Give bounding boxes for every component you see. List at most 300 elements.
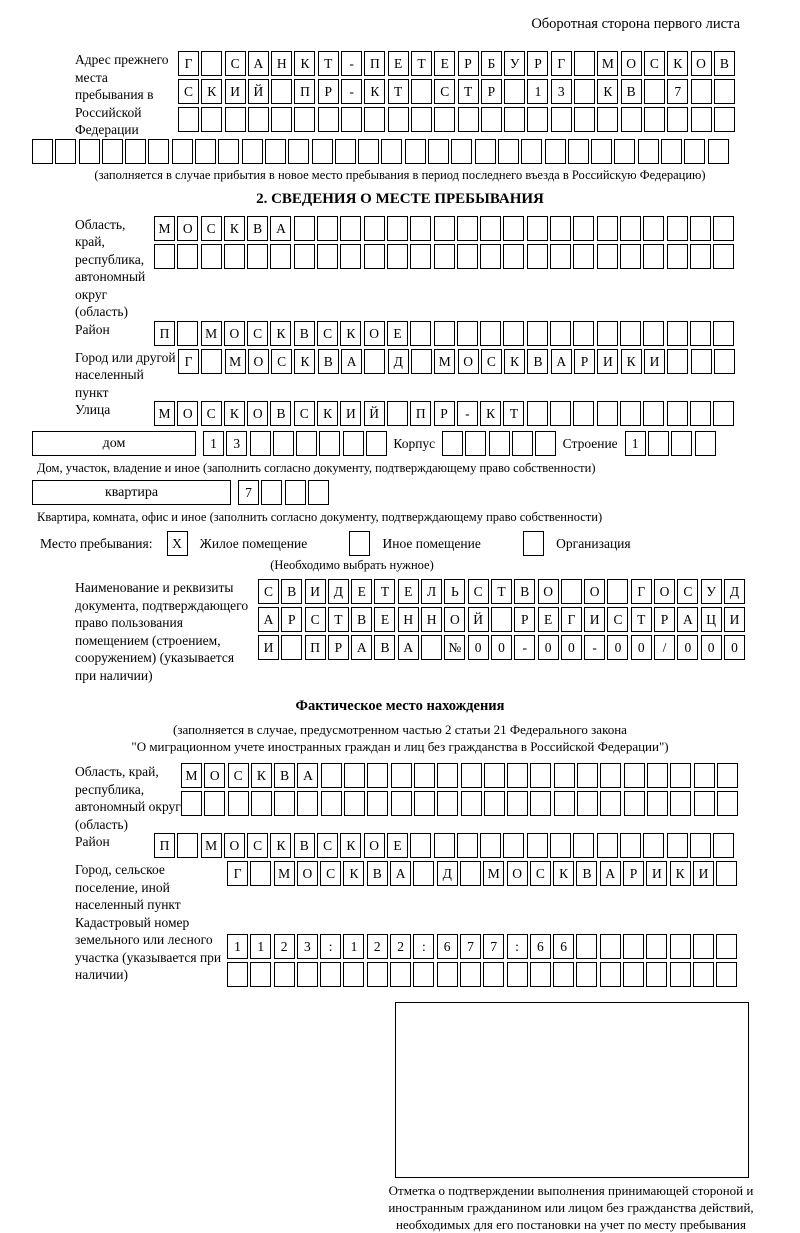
char-box[interactable] [573, 216, 594, 241]
char-box[interactable] [646, 934, 667, 959]
char-box[interactable] [708, 139, 729, 164]
char-box[interactable] [597, 244, 618, 269]
char-box[interactable]: Р [654, 607, 675, 632]
char-box[interactable]: М [181, 763, 202, 788]
char-box[interactable] [148, 139, 169, 164]
char-box[interactable] [561, 579, 582, 604]
char-box[interactable] [250, 431, 271, 456]
char-box[interactable]: С [228, 763, 249, 788]
char-box[interactable]: К [340, 321, 361, 346]
char-box[interactable] [461, 763, 482, 788]
char-box[interactable] [577, 763, 598, 788]
char-box[interactable] [503, 833, 524, 858]
char-box[interactable]: П [305, 635, 326, 660]
char-box[interactable] [550, 321, 571, 346]
char-box[interactable]: П [410, 401, 431, 426]
char-box[interactable] [550, 401, 571, 426]
char-box[interactable]: О [297, 861, 318, 886]
char-box[interactable] [250, 861, 271, 886]
char-box[interactable]: - [457, 401, 478, 426]
char-box[interactable]: О [621, 51, 642, 76]
char-box[interactable]: И [584, 607, 605, 632]
char-box[interactable] [177, 321, 198, 346]
char-box[interactable] [434, 216, 455, 241]
char-box[interactable] [177, 833, 198, 858]
char-box[interactable] [550, 244, 571, 269]
char-box[interactable]: О [507, 861, 528, 886]
char-box[interactable] [667, 107, 688, 132]
char-box[interactable]: / [654, 635, 675, 660]
char-box[interactable]: Р [481, 79, 502, 104]
char-box[interactable]: В [374, 635, 395, 660]
char-box[interactable]: 3 [226, 431, 247, 456]
char-box[interactable] [717, 763, 738, 788]
char-box[interactable]: А [677, 607, 698, 632]
char-box[interactable]: Т [491, 579, 512, 604]
char-box[interactable] [224, 244, 245, 269]
char-box[interactable] [178, 107, 199, 132]
char-box[interactable]: 1 [625, 431, 646, 456]
char-box[interactable] [177, 244, 198, 269]
char-box[interactable] [600, 962, 621, 987]
char-box[interactable]: 1 [203, 431, 224, 456]
char-box[interactable] [648, 431, 669, 456]
char-box[interactable] [340, 216, 361, 241]
char-box[interactable]: О [444, 607, 465, 632]
char-box[interactable]: Р [281, 607, 302, 632]
checkbox-residential[interactable] [167, 531, 190, 556]
char-box[interactable] [504, 107, 525, 132]
char-box[interactable]: 6 [553, 934, 574, 959]
char-box[interactable]: О [538, 579, 559, 604]
char-box[interactable]: Р [574, 349, 595, 374]
char-box[interactable] [297, 962, 318, 987]
char-box[interactable]: Р [527, 51, 548, 76]
char-box[interactable]: О [177, 216, 198, 241]
char-box[interactable]: С [247, 833, 268, 858]
char-box[interactable]: К [294, 349, 315, 374]
char-box[interactable] [225, 107, 246, 132]
char-box[interactable]: Р [458, 51, 479, 76]
char-box[interactable]: М [597, 51, 618, 76]
char-box[interactable] [621, 107, 642, 132]
char-box[interactable]: 6 [530, 934, 551, 959]
char-box[interactable] [624, 791, 645, 816]
char-box[interactable] [172, 139, 193, 164]
char-box[interactable]: И [340, 401, 361, 426]
char-box[interactable] [523, 531, 544, 556]
char-box[interactable] [250, 962, 271, 987]
char-box[interactable] [530, 962, 551, 987]
char-box[interactable]: : [320, 934, 341, 959]
char-box[interactable]: Б [481, 51, 502, 76]
char-box[interactable]: 7 [483, 934, 504, 959]
char-box[interactable] [527, 216, 548, 241]
char-box[interactable] [228, 791, 249, 816]
char-box[interactable]: Т [388, 79, 409, 104]
char-box[interactable]: 2 [274, 934, 295, 959]
char-box[interactable] [670, 791, 691, 816]
char-box[interactable]: В [527, 349, 548, 374]
char-box[interactable] [573, 401, 594, 426]
char-box[interactable] [344, 763, 365, 788]
char-box[interactable] [620, 321, 641, 346]
char-box[interactable] [242, 139, 263, 164]
char-box[interactable] [484, 791, 505, 816]
char-box[interactable]: П [154, 321, 175, 346]
char-box[interactable]: К [294, 51, 315, 76]
char-box[interactable] [713, 401, 734, 426]
char-box[interactable] [667, 401, 688, 426]
char-box[interactable] [600, 763, 621, 788]
house-type-box[interactable]: дом [32, 431, 196, 456]
char-box[interactable] [573, 833, 594, 858]
char-box[interactable]: X [167, 531, 188, 556]
char-box[interactable] [201, 51, 222, 76]
char-box[interactable] [624, 763, 645, 788]
char-box[interactable]: К [553, 861, 574, 886]
char-box[interactable]: А [258, 607, 279, 632]
char-box[interactable]: К [224, 216, 245, 241]
char-box[interactable]: В [294, 833, 315, 858]
char-box[interactable] [713, 321, 734, 346]
char-box[interactable]: С [317, 321, 338, 346]
char-box[interactable]: Г [227, 861, 248, 886]
char-box[interactable]: В [351, 607, 372, 632]
char-box[interactable]: - [514, 635, 535, 660]
char-box[interactable] [643, 244, 664, 269]
char-box[interactable] [318, 107, 339, 132]
char-box[interactable]: И [644, 349, 665, 374]
char-box[interactable] [364, 349, 385, 374]
char-box[interactable]: К [340, 833, 361, 858]
char-box[interactable] [460, 861, 481, 886]
char-box[interactable] [483, 962, 504, 987]
char-box[interactable]: О [248, 349, 269, 374]
char-box[interactable] [387, 216, 408, 241]
char-box[interactable] [714, 79, 735, 104]
char-box[interactable]: С [305, 607, 326, 632]
char-box[interactable] [410, 833, 431, 858]
char-box[interactable]: Ь [444, 579, 465, 604]
char-box[interactable] [713, 244, 734, 269]
char-box[interactable]: Н [271, 51, 292, 76]
char-box[interactable]: С [468, 579, 489, 604]
char-box[interactable] [690, 216, 711, 241]
char-box[interactable] [367, 763, 388, 788]
char-box[interactable]: К [364, 79, 385, 104]
char-box[interactable]: П [364, 51, 385, 76]
char-box[interactable]: В [294, 321, 315, 346]
char-box[interactable] [489, 431, 510, 456]
char-box[interactable]: О [224, 321, 245, 346]
char-box[interactable] [667, 833, 688, 858]
char-box[interactable] [364, 216, 385, 241]
char-box[interactable] [661, 139, 682, 164]
char-box[interactable]: О [691, 51, 712, 76]
char-box[interactable] [294, 244, 315, 269]
char-box[interactable] [102, 139, 123, 164]
char-box[interactable]: К [317, 401, 338, 426]
char-box[interactable]: И [693, 861, 714, 886]
char-box[interactable] [251, 791, 272, 816]
char-box[interactable] [312, 139, 333, 164]
char-box[interactable] [319, 431, 340, 456]
char-box[interactable] [695, 431, 716, 456]
char-box[interactable] [691, 107, 712, 132]
char-box[interactable]: О [364, 833, 385, 858]
char-box[interactable]: М [274, 861, 295, 886]
char-box[interactable]: 0 [677, 635, 698, 660]
char-box[interactable]: И [724, 607, 745, 632]
char-box[interactable] [527, 833, 548, 858]
char-box[interactable]: А [600, 861, 621, 886]
char-box[interactable]: 1 [527, 79, 548, 104]
char-box[interactable] [317, 216, 338, 241]
char-box[interactable] [247, 244, 268, 269]
char-box[interactable] [340, 244, 361, 269]
char-box[interactable]: К [270, 833, 291, 858]
char-box[interactable] [600, 791, 621, 816]
char-box[interactable]: М [201, 321, 222, 346]
char-box[interactable] [550, 833, 571, 858]
char-box[interactable] [434, 833, 455, 858]
char-box[interactable] [690, 321, 711, 346]
char-box[interactable]: А [398, 635, 419, 660]
char-box[interactable]: Р [434, 401, 455, 426]
char-box[interactable]: : [507, 934, 528, 959]
char-box[interactable] [218, 139, 239, 164]
char-box[interactable] [577, 791, 598, 816]
char-box[interactable] [671, 431, 692, 456]
char-box[interactable] [491, 607, 512, 632]
char-box[interactable]: - [584, 635, 605, 660]
char-box[interactable] [411, 107, 432, 132]
char-box[interactable]: Г [631, 579, 652, 604]
char-box[interactable] [475, 139, 496, 164]
char-box[interactable] [274, 791, 295, 816]
char-box[interactable]: В [576, 861, 597, 886]
char-box[interactable]: А [551, 349, 572, 374]
char-box[interactable] [667, 349, 688, 374]
char-box[interactable] [411, 79, 432, 104]
char-box[interactable]: Р [318, 79, 339, 104]
char-box[interactable]: И [597, 349, 618, 374]
char-box[interactable] [667, 244, 688, 269]
char-box[interactable]: У [504, 51, 525, 76]
char-box[interactable]: А [248, 51, 269, 76]
char-box[interactable] [358, 139, 379, 164]
char-box[interactable]: У [701, 579, 722, 604]
char-box[interactable] [684, 139, 705, 164]
char-box[interactable] [364, 244, 385, 269]
char-box[interactable] [271, 79, 292, 104]
char-box[interactable] [79, 139, 100, 164]
char-box[interactable]: Д [328, 579, 349, 604]
char-box[interactable] [411, 349, 432, 374]
char-box[interactable]: 3 [551, 79, 572, 104]
char-box[interactable] [507, 763, 528, 788]
char-box[interactable] [716, 962, 737, 987]
char-box[interactable] [434, 244, 455, 269]
char-box[interactable] [553, 962, 574, 987]
char-box[interactable]: Д [724, 579, 745, 604]
char-box[interactable] [461, 791, 482, 816]
char-box[interactable] [527, 321, 548, 346]
char-box[interactable]: 0 [538, 635, 559, 660]
char-box[interactable] [387, 244, 408, 269]
char-box[interactable] [576, 934, 597, 959]
char-box[interactable]: 2 [390, 934, 411, 959]
char-box[interactable] [643, 216, 664, 241]
char-box[interactable]: М [201, 833, 222, 858]
char-box[interactable] [405, 139, 426, 164]
char-box[interactable]: 0 [701, 635, 722, 660]
char-box[interactable]: О [364, 321, 385, 346]
char-box[interactable] [480, 216, 501, 241]
char-box[interactable] [597, 833, 618, 858]
char-box[interactable] [503, 216, 524, 241]
char-box[interactable] [195, 139, 216, 164]
char-box[interactable] [607, 579, 628, 604]
char-box[interactable]: И [258, 635, 279, 660]
char-box[interactable] [713, 833, 734, 858]
char-box[interactable] [623, 934, 644, 959]
char-box[interactable] [551, 107, 572, 132]
char-box[interactable] [410, 321, 431, 346]
char-box[interactable] [554, 791, 575, 816]
char-box[interactable] [413, 962, 434, 987]
char-box[interactable]: К [667, 51, 688, 76]
char-box[interactable]: 7 [667, 79, 688, 104]
char-box[interactable]: Т [318, 51, 339, 76]
char-box[interactable] [576, 962, 597, 987]
char-box[interactable]: Л [421, 579, 442, 604]
char-box[interactable] [597, 216, 618, 241]
char-box[interactable] [647, 763, 668, 788]
char-box[interactable] [614, 139, 635, 164]
char-box[interactable] [410, 216, 431, 241]
char-box[interactable] [55, 139, 76, 164]
char-box[interactable] [574, 51, 595, 76]
char-box[interactable]: Г [561, 607, 582, 632]
char-box[interactable]: Р [328, 635, 349, 660]
char-box[interactable]: Н [398, 607, 419, 632]
char-box[interactable]: Г [551, 51, 572, 76]
char-box[interactable] [597, 107, 618, 132]
char-box[interactable]: 3 [297, 934, 318, 959]
char-box[interactable]: Т [503, 401, 524, 426]
char-box[interactable]: А [341, 349, 362, 374]
char-box[interactable]: С [530, 861, 551, 886]
char-box[interactable] [437, 962, 458, 987]
char-box[interactable] [503, 244, 524, 269]
char-box[interactable]: 7 [460, 934, 481, 959]
char-box[interactable] [201, 244, 222, 269]
char-box[interactable]: С [201, 216, 222, 241]
char-box[interactable] [388, 107, 409, 132]
char-box[interactable] [573, 321, 594, 346]
char-box[interactable] [317, 244, 338, 269]
char-box[interactable] [545, 139, 566, 164]
char-box[interactable] [414, 763, 435, 788]
char-box[interactable] [554, 763, 575, 788]
char-box[interactable]: В [274, 763, 295, 788]
char-box[interactable] [437, 763, 458, 788]
char-box[interactable] [507, 791, 528, 816]
char-box[interactable] [670, 934, 691, 959]
char-box[interactable] [381, 139, 402, 164]
char-box[interactable] [690, 833, 711, 858]
char-box[interactable]: 0 [561, 635, 582, 660]
char-box[interactable] [694, 791, 715, 816]
char-box[interactable] [717, 791, 738, 816]
char-box[interactable]: И [305, 579, 326, 604]
char-box[interactable] [457, 321, 478, 346]
char-box[interactable] [421, 635, 442, 660]
char-box[interactable] [667, 216, 688, 241]
char-box[interactable] [270, 244, 291, 269]
char-box[interactable]: С [644, 51, 665, 76]
char-box[interactable] [261, 480, 282, 505]
char-box[interactable]: К [270, 321, 291, 346]
char-box[interactable]: - [341, 79, 362, 104]
char-box[interactable] [481, 107, 502, 132]
char-box[interactable]: В [318, 349, 339, 374]
char-box[interactable]: - [341, 51, 362, 76]
char-box[interactable] [248, 107, 269, 132]
checkbox-other-premises[interactable] [349, 531, 372, 556]
char-box[interactable]: В [281, 579, 302, 604]
char-box[interactable]: К [251, 763, 272, 788]
char-box[interactable] [690, 244, 711, 269]
char-box[interactable]: К [480, 401, 501, 426]
char-box[interactable]: С [677, 579, 698, 604]
char-box[interactable] [638, 139, 659, 164]
char-box[interactable]: В [621, 79, 642, 104]
char-box[interactable] [527, 107, 548, 132]
char-box[interactable]: Е [351, 579, 372, 604]
char-box[interactable]: К [670, 861, 691, 886]
char-box[interactable] [643, 321, 664, 346]
char-box[interactable] [644, 107, 665, 132]
char-box[interactable]: С [607, 607, 628, 632]
char-box[interactable] [512, 431, 533, 456]
char-box[interactable]: А [390, 861, 411, 886]
char-box[interactable] [574, 107, 595, 132]
char-box[interactable]: Е [434, 51, 455, 76]
char-box[interactable]: 2 [367, 934, 388, 959]
char-box[interactable] [644, 79, 665, 104]
char-box[interactable]: М [434, 349, 455, 374]
char-box[interactable]: Р [514, 607, 535, 632]
char-box[interactable]: К [597, 79, 618, 104]
char-box[interactable] [591, 139, 612, 164]
char-box[interactable] [694, 763, 715, 788]
char-box[interactable] [623, 962, 644, 987]
char-box[interactable]: С [294, 401, 315, 426]
char-box[interactable] [341, 107, 362, 132]
char-box[interactable] [387, 401, 408, 426]
char-box[interactable] [597, 401, 618, 426]
char-box[interactable]: Р [623, 861, 644, 886]
char-box[interactable] [527, 244, 548, 269]
char-box[interactable] [716, 861, 737, 886]
char-box[interactable]: С [320, 861, 341, 886]
char-box[interactable] [288, 139, 309, 164]
char-box[interactable] [308, 480, 329, 505]
char-box[interactable]: Т [631, 607, 652, 632]
